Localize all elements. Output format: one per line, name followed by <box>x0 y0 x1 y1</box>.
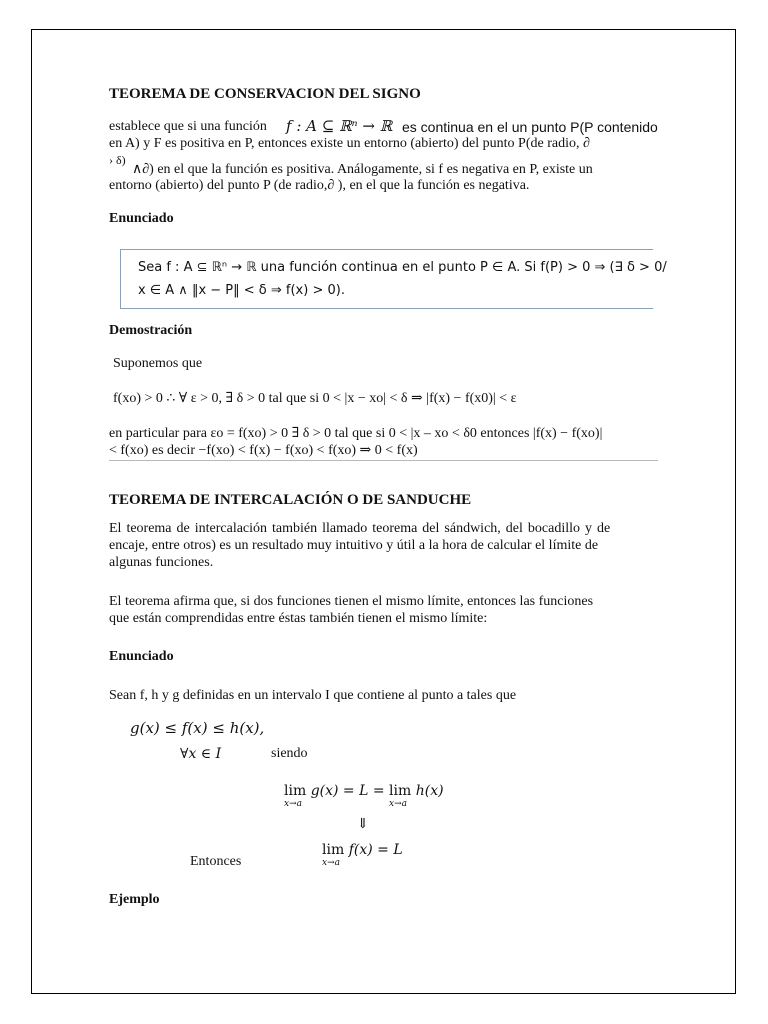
ejemplo-heading: Ejemplo <box>109 892 160 907</box>
enunciado-heading-2: Enunciado <box>109 649 174 664</box>
siendo-text: siendo <box>271 746 308 761</box>
limit-equation-gh <box>284 783 444 809</box>
para2-line-2: que están comprendidas entre éstas también tienen el mismo límite: <box>109 611 488 626</box>
lim-h-block <box>389 783 412 809</box>
lim-f-text: lim <box>322 842 345 858</box>
enunciado-heading-1: Enunciado <box>109 211 174 226</box>
sean-line: Sean f, h y g definidas en un intervalo I que contiene al punto a tales que <box>109 688 517 703</box>
theorem-box-line-1: Sea f : A ⊆ ℝⁿ → ℝ una función continua en el punto P ∈ A. Si f(P) > 0 ⇒ (∃ δ > 0/ <box>138 260 667 275</box>
forall-formula: ∀x ∈ I <box>180 746 222 762</box>
implies-arrow: ⇓ <box>357 817 369 832</box>
lim-f-subscript: x→a <box>322 858 340 868</box>
lim-f-block <box>322 842 345 868</box>
intro-line-2: en A) y F es positiva en P, entonces existe un entorno (abierto) del punto P(de radio, ∂ <box>109 136 590 151</box>
demo-line-3: en particular para εo = f(xo) > 0 ∃ δ > 0 tal que si 0 < |x – xo < δ0 entonces |f(x) − f(xo)| <box>109 426 603 441</box>
demo-line-2: f(xo) > 0 ∴ ∀ ε > 0, ∃ δ > 0 tal que si 0 < |x − xo| < δ ⇒ |f(x) − f(x0)| < ε <box>113 391 517 406</box>
intro-line-1-start: establece que si una función <box>109 119 267 134</box>
intro-formula: f : A ⊆ ℝⁿ → ℝ <box>286 117 393 135</box>
lim-h-text: lim <box>389 783 412 799</box>
section-title-intercalacion: TEOREMA DE INTERCALACIÓN O DE SANDUCHE <box>109 492 472 508</box>
demo-line-4: < f(xo) es decir −f(xo) < f(x) − f(xo) < f(xo) ⇒ 0 < f(x) <box>109 443 418 458</box>
lim-h-subscript: x→a <box>389 799 408 809</box>
entonces-text: Entonces <box>190 854 242 869</box>
theorem-box <box>120 249 667 309</box>
lim-h-expr: h(x) <box>415 783 444 799</box>
para1-line-2: encaje, entre otros) es un resultado muy intuitivo y útil a la hora de calcular el límite de <box>109 538 599 553</box>
para1-line-3: algunas funciones. <box>109 555 214 570</box>
intro-fragment: › δ) <box>109 153 126 167</box>
lim-g-expr: g(x) = L = <box>310 783 390 799</box>
section-title-conservacion: TEOREMA DE CONSERVACION DEL SIGNO <box>109 86 421 102</box>
lim-g-block <box>284 783 307 809</box>
theorem-box-line-2: x ∈ A ∧ ‖x − P‖ < δ ⇒ f(x) > 0). <box>138 283 345 298</box>
lim-g-subscript: x→a <box>284 799 302 809</box>
intro-line-1-end: es continua en el un punto P(P contenido <box>402 119 658 135</box>
intro-line-3: ∧∂) en el que la función es positiva. Análogamente, si f es negativa en P, existe un <box>132 162 593 177</box>
limit-equation-f <box>322 842 403 868</box>
lim-f-expr: f(x) = L <box>348 842 403 858</box>
para2-line-1: El teorema afirma que, si dos funciones tienen el mismo límite, entonces las funciones <box>109 594 594 609</box>
para1-line-1: El teorema de intercalación también llamado teorema del sándwich, del bocadillo y de <box>109 521 611 536</box>
demo-line-1: Suponemos que <box>113 356 203 371</box>
demostracion-heading: Demostración <box>109 323 193 338</box>
intro-line-4: entorno (abierto) del punto P (de radio,∂ ), en el que la función es negativa. <box>109 178 530 193</box>
lim-g-text: lim <box>284 783 307 799</box>
divider-rule <box>109 460 658 461</box>
inequality-formula: g(x) ≤ f(x) ≤ h(x), <box>130 719 265 737</box>
